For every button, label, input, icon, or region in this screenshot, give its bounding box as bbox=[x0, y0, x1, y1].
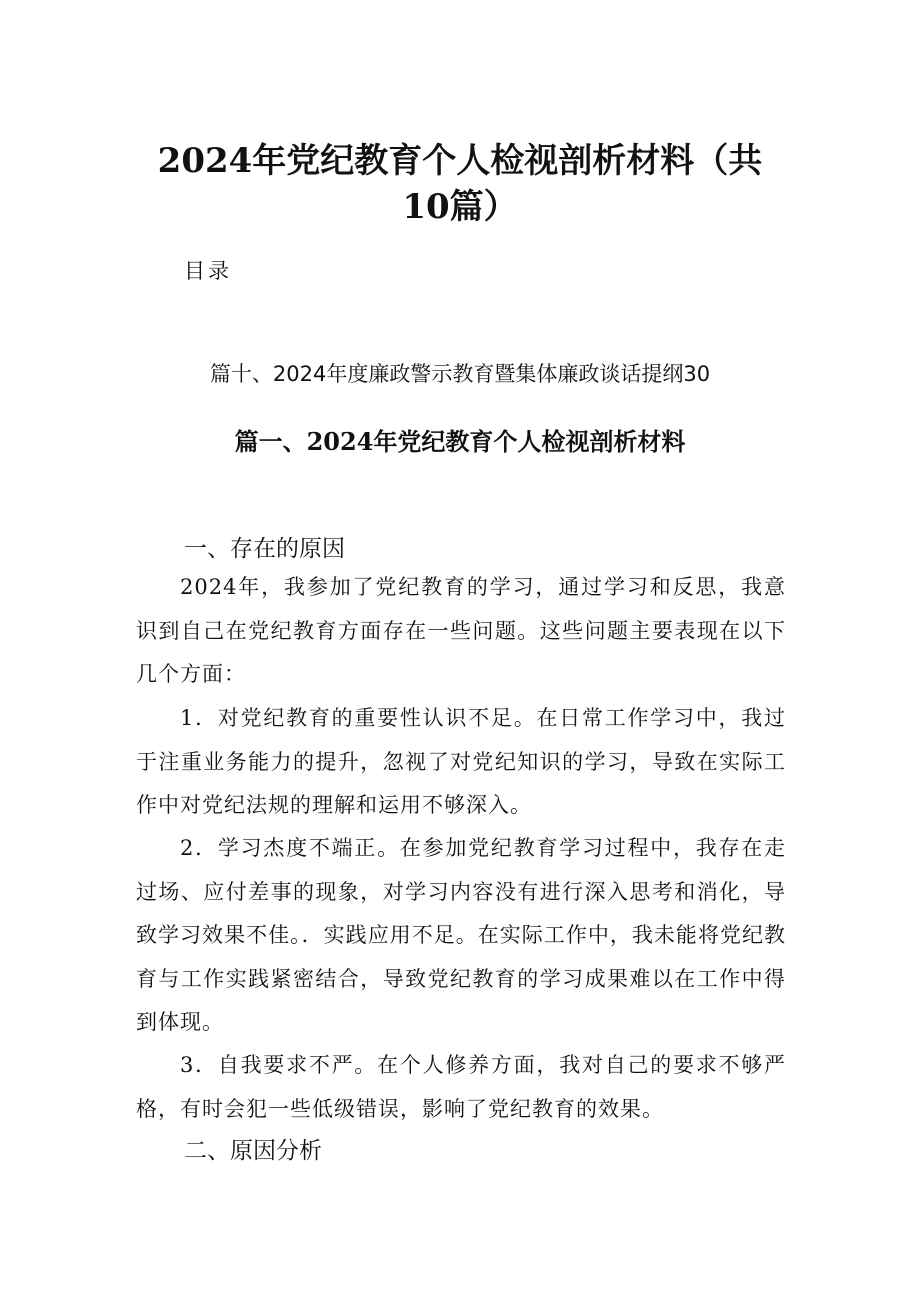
paragraph-point-3: 3．自我要求不严。在个人修养方面，我对自己的要求不够严格，有时会犯一些低级错误，影响了党纪教育的效果。 bbox=[136, 1053, 786, 1121]
paragraph-point-1: 1．对党纪教育的重要性认识不足。在日常工作学习中，我过于注重业务能力的提升，忽视了对党纪知识的学习，导致在实际工作中对党纪法规的理解和运用不够深入。 bbox=[136, 706, 786, 817]
heading-cause-analysis: 二、原因分析 bbox=[184, 1138, 322, 1164]
section-title: 篇一、2024年党纪教育个人检视剖析材料 bbox=[234, 427, 686, 456]
document-title: 2024年党纪教育个人检视剖析材料（共10篇） bbox=[157, 141, 763, 227]
toc-entry[interactable]: 篇十、2024年度廉政警示教育暨集体廉政谈话提纲30 bbox=[209, 362, 711, 386]
toc-label: 目录 bbox=[184, 259, 232, 283]
paragraph-point-2: 2．学习杰度不端正。在参加党纪教育学习过程中，我存在走过场、应付差事的现象，对学习内容没有进行深入思考和消化，导致学习效果不佳。．实践应用不足。在实际工作中，我未能将党纪教育与工作实践紧密结合，导致党纪教育的学习成果难以在工作中得到体现。 bbox=[136, 836, 786, 1034]
heading-existing-reasons: 一、存在的原因 bbox=[184, 536, 345, 562]
paragraph-intro: 2024年，我参加了党纪教育的学习，通过学习和反思，我意识到自己在党纪教育方面存在一些问题。这些问题主要表现在以下几个方面： bbox=[136, 575, 786, 686]
